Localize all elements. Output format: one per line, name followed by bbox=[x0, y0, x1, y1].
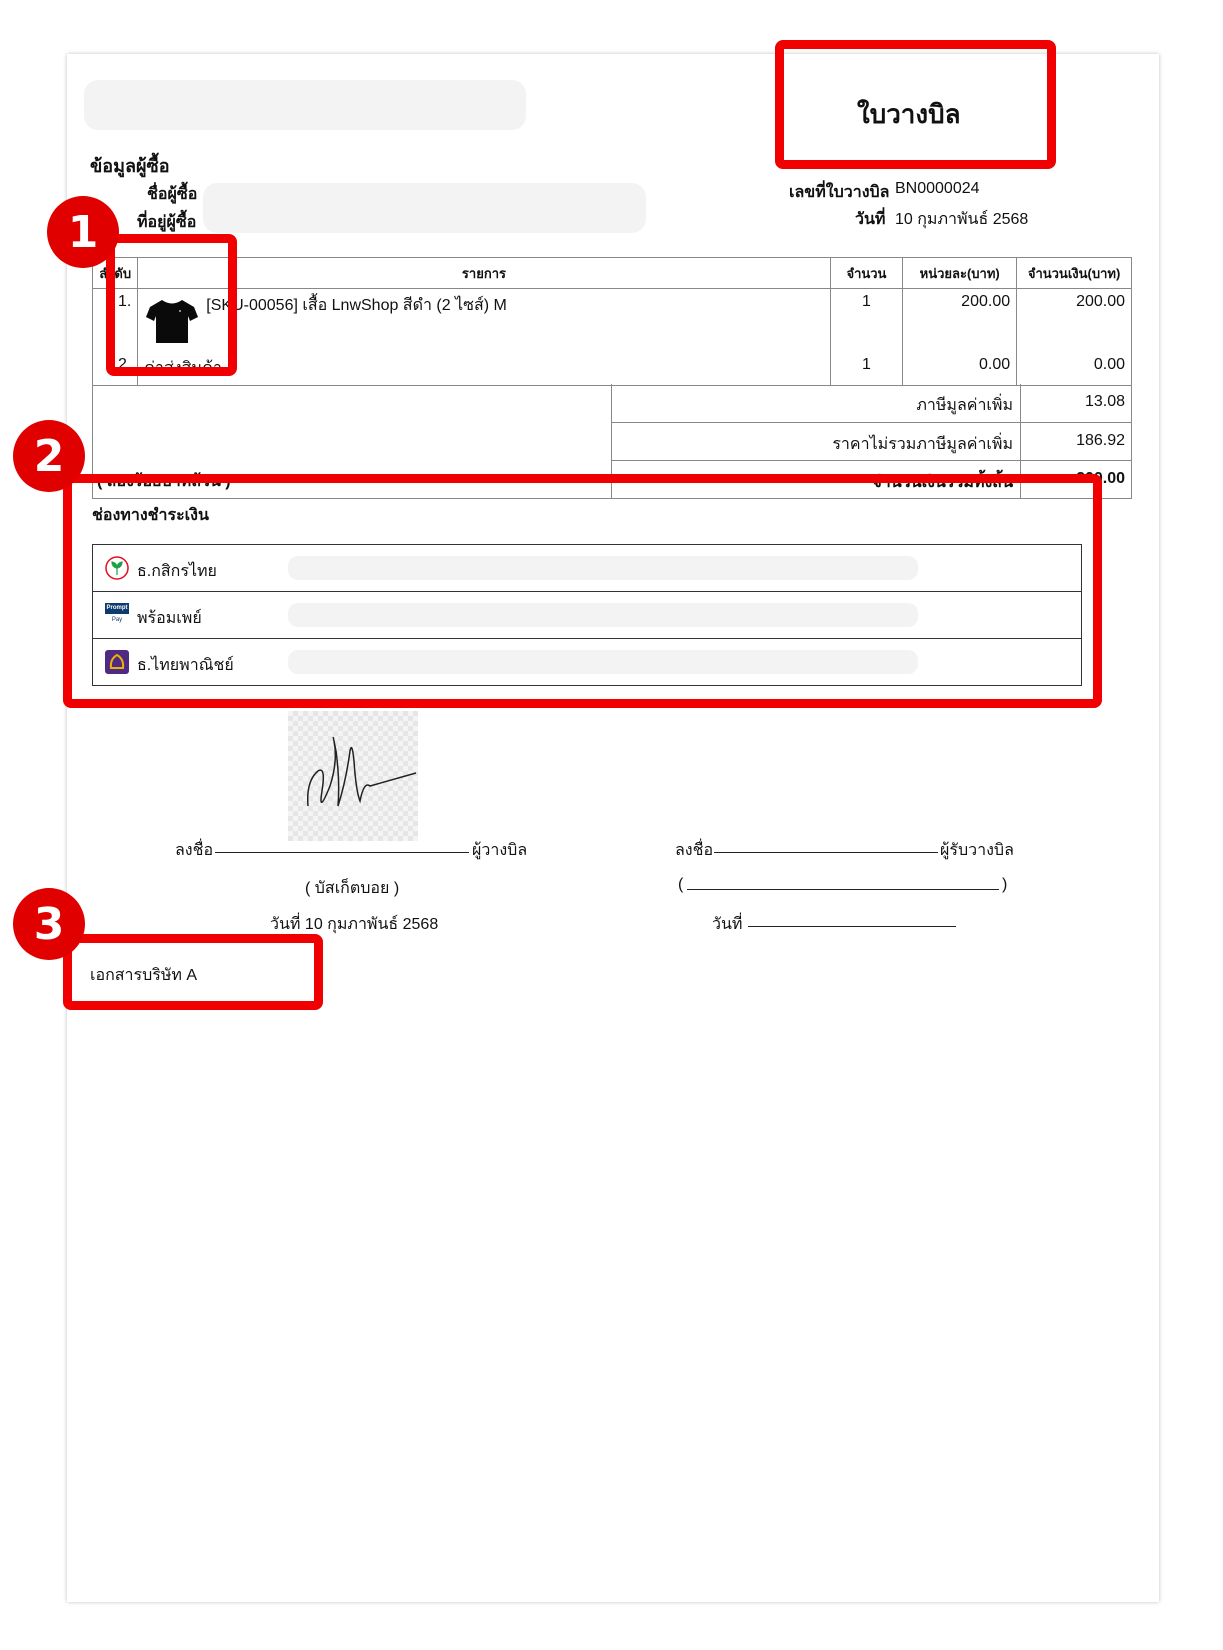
row-unit-price: 0.00 bbox=[903, 352, 1017, 386]
table-header bbox=[93, 258, 1132, 289]
buyer-info-placeholder bbox=[203, 183, 646, 233]
row-no: 1. bbox=[93, 289, 138, 352]
callout-box-payment bbox=[63, 474, 1102, 708]
receiver-role-label: ผู้รับวางบิล bbox=[940, 842, 1014, 859]
row-unit-price: 200.00 bbox=[903, 289, 1017, 352]
col-header-amount: จำนวนเงิน(บาท) bbox=[1017, 258, 1132, 289]
col-header-unit-price: หน่วยละ(บาท) bbox=[903, 258, 1017, 289]
buyer-address-label: ที่อยู่ผู้ซื้อ bbox=[137, 214, 197, 231]
row-description: ค่าส่งสินค้า bbox=[138, 352, 830, 386]
col-header-description: รายการ bbox=[138, 258, 830, 289]
promptpay-icon: Prompt Pay bbox=[105, 603, 129, 627]
receiver-date-label: วันที่ bbox=[712, 916, 743, 933]
buyer-section-title: ข้อมูลผู้ซื้อ bbox=[90, 156, 170, 176]
receiver-close-paren: ) bbox=[1002, 876, 1008, 893]
invoice-no: BN0000024 bbox=[895, 180, 980, 197]
col-header-no: ลำดับ bbox=[93, 258, 138, 289]
callout-box-footer-note bbox=[63, 934, 323, 1010]
items-table bbox=[92, 257, 1132, 386]
document-title: ใบวางบิล bbox=[857, 99, 961, 129]
receiver-date-line bbox=[748, 926, 956, 927]
table-row bbox=[93, 289, 1132, 352]
total-value: 200.00 bbox=[1076, 470, 1125, 487]
vat-label: ภาษีมูลค่าเพิ่ม bbox=[916, 397, 1013, 414]
row-description: [SKU-00056] เสื้อ LnwShop สีดำ (2 ไซส์) M bbox=[206, 297, 507, 314]
issuer-date: วันที่ 10 กุมภาพันธ์ 2568 bbox=[270, 916, 439, 933]
pre-vat-label: ราคาไม่รวมภาษีมูลค่าเพิ่ม bbox=[832, 436, 1013, 453]
issuer-role-label: ผู้วางบิล bbox=[472, 842, 528, 859]
callout-box-title bbox=[775, 40, 1056, 169]
payment-channel-name: พร้อมเพย์ bbox=[137, 610, 202, 627]
issuer-signature-line bbox=[215, 852, 469, 853]
row-amount: 0.00 bbox=[1017, 352, 1132, 386]
invoice-no-label: เลขที่ใบวางบิล bbox=[789, 184, 890, 201]
receiver-sign-label: ลงชื่อ bbox=[675, 842, 714, 859]
company-name-placeholder bbox=[84, 80, 526, 130]
receiver-open-paren: ( bbox=[678, 876, 684, 893]
payment-section-title: ช่องทางชำระเงิน bbox=[92, 507, 209, 524]
callout-badge-2: 2 bbox=[13, 420, 85, 492]
row-qty: 1 bbox=[830, 352, 903, 386]
row-amount: 200.00 bbox=[1017, 289, 1132, 352]
receiver-name-line bbox=[687, 889, 999, 890]
date-label: วันที่ bbox=[855, 211, 886, 228]
pre-vat-value: 186.92 bbox=[1076, 432, 1125, 449]
callout-box-product-image bbox=[106, 234, 237, 376]
callout-badge-1: 1 bbox=[47, 196, 119, 268]
table-row bbox=[93, 352, 1132, 386]
issuer-name: ( บัสเก็ตบอย ) bbox=[305, 880, 400, 897]
footer-note: เอกสารบริษัท A bbox=[90, 967, 198, 984]
callout-badge-3: 3 bbox=[13, 888, 85, 960]
amount-in-words: ( สองร้อยบาทถ้วน ) bbox=[97, 473, 231, 490]
buyer-name-label: ชื่อผู้ซื้อ bbox=[147, 186, 198, 203]
row-qty: 1 bbox=[830, 289, 903, 352]
pre-vat-row bbox=[611, 422, 1131, 460]
issuer-sign-label: ลงชื่อ bbox=[175, 842, 214, 859]
vat-row bbox=[611, 384, 1131, 422]
receiver-signature-line bbox=[714, 852, 938, 853]
invoice-date: 10 กุมภาพันธ์ 2568 bbox=[895, 211, 1029, 228]
payment-channel-name: ธ.กสิกรไทย bbox=[137, 563, 217, 580]
payment-channel-name: ธ.ไทยพาณิชย์ bbox=[137, 657, 234, 674]
vat-value: 13.08 bbox=[1084, 393, 1125, 410]
total-label: จำนวนเงินรวมทั้งสิ้น bbox=[872, 474, 1013, 491]
row-no: 2. bbox=[93, 352, 138, 386]
col-header-qty: จำนวน bbox=[830, 258, 903, 289]
signature-image bbox=[288, 711, 418, 841]
